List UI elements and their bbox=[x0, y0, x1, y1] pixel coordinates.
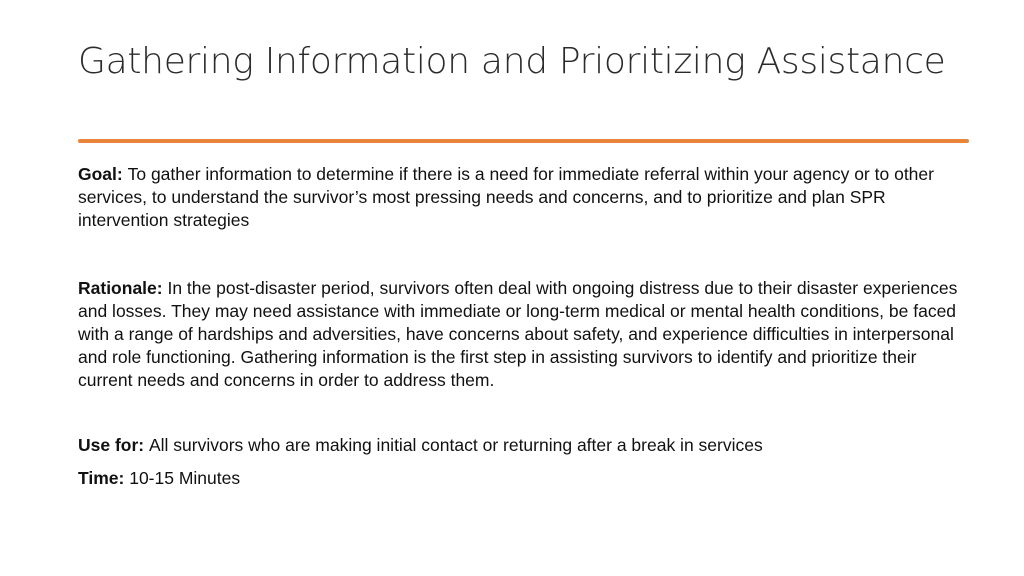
time-label: Time: bbox=[78, 468, 130, 488]
time-paragraph bbox=[78, 467, 958, 490]
time-text: 10-15 Minutes bbox=[129, 468, 241, 488]
slide-title: Gathering Information and Prioritizing Assistance bbox=[78, 41, 946, 82]
rationale-label: Rationale: bbox=[78, 278, 168, 298]
use-for-label: Use for: bbox=[78, 435, 149, 455]
use-for-text: All survivors who are making initial contact or returning after a break in services bbox=[148, 435, 763, 455]
goal-label: Goal: bbox=[78, 164, 128, 184]
rationale-paragraph bbox=[78, 277, 958, 392]
title-divider bbox=[78, 139, 969, 143]
slide-body bbox=[78, 163, 958, 490]
rationale-text: In the post-disaster period, survivors often deal with ongoing distress due to their disaster experiences and losses. They may need assistance with immediate or long-term medical or mental health conditions, be faced with a range of hardships and adversities, have concerns about safety, and experience difficulties in interpersonal and role functioning. Gathering information is the first step in assisting survivors to identify and prioritize their current needs and concerns in order to address them. bbox=[78, 278, 958, 390]
goal-text: To gather information to determine if there is a need for immediate referral within your agency or to other services, to understand the survivor’s most pressing needs and concerns, and to prioritize and plan SPR intervention strategies bbox=[78, 164, 934, 230]
goal-paragraph bbox=[78, 163, 958, 232]
use-for-paragraph bbox=[78, 434, 958, 457]
